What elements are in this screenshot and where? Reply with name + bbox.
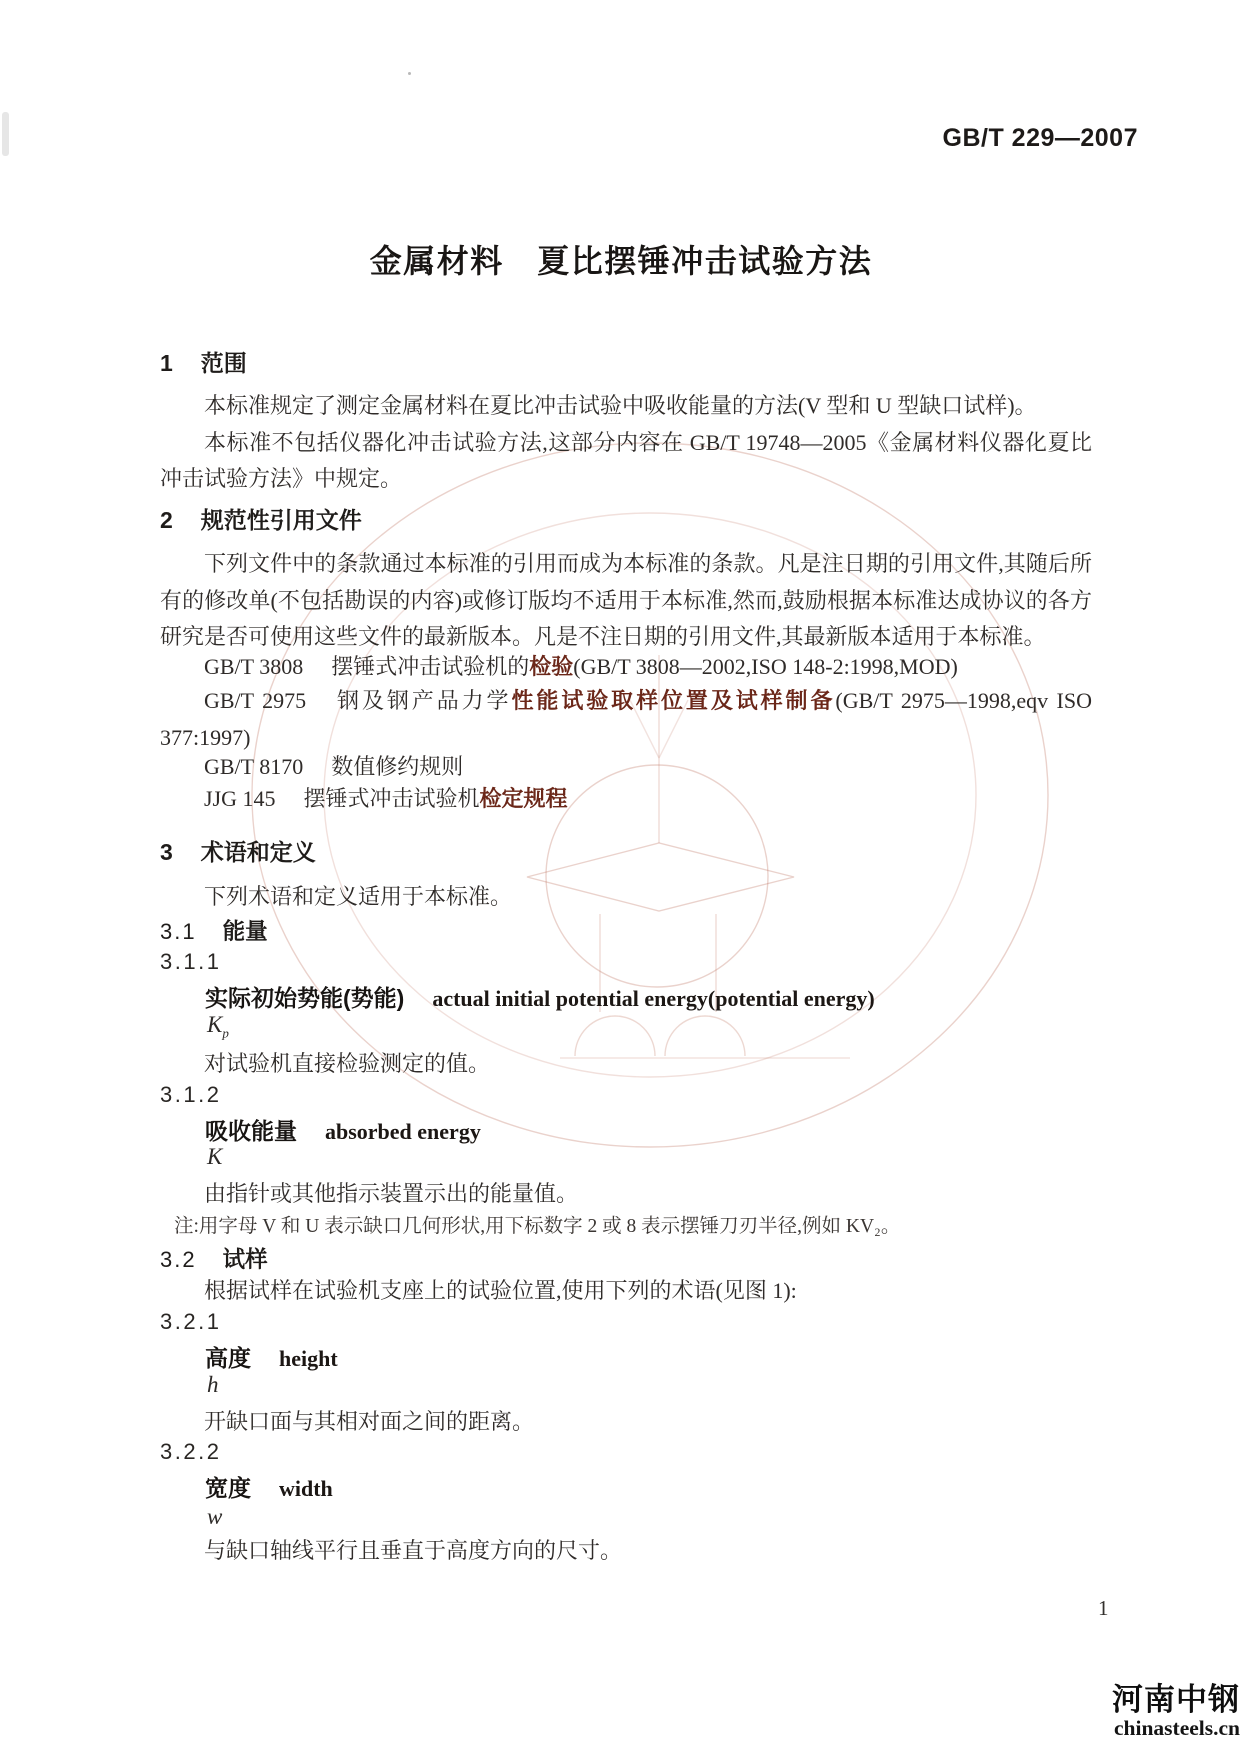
- term-zh: 实际初始势能(势能): [205, 985, 405, 1011]
- term-zh: 高度: [205, 1345, 251, 1371]
- section-3-1-heading: [160, 914, 1092, 946]
- section-3-label: 术语和定义: [200, 839, 316, 865]
- section-3-2-number: 3.2: [160, 1247, 197, 1272]
- reference-title: 摆锤式冲击试验机: [303, 786, 480, 811]
- reference-tail: (GB/T 3808—2002,ISO 148-2:1998,MOD): [573, 654, 958, 679]
- document-title: 金属材料 夏比摆锤冲击试验方法: [369, 243, 873, 279]
- reference-title: 摆锤式冲击试验机的: [331, 654, 530, 679]
- section-3-1-number: 3.1: [160, 919, 197, 944]
- symbol-base: K: [207, 1144, 223, 1169]
- term-definition: 与缺口轴线平行且垂直于高度方向的尺寸。: [204, 1538, 623, 1563]
- reference-title: 数值修约规则: [331, 754, 464, 779]
- reference-item: [160, 683, 1092, 756]
- site-watermark-zh: 河南中钢: [1112, 1682, 1240, 1717]
- reference-tail: (GB/T 2975—1998,eqv ISO 377:1997): [160, 688, 1092, 750]
- term-line: [160, 980, 1092, 1013]
- term-definition: 对试验机直接检验测定的值。: [204, 1051, 491, 1076]
- term-symbol: [160, 1144, 1092, 1174]
- clause-number: 3.1.1: [160, 949, 222, 974]
- scope-paragraph-1: 本标准规定了测定金属材料在夏比冲击试验中吸收能量的方法(V 型和 U 型缺口试样)。: [204, 393, 1037, 418]
- reference-code: JJG 145: [204, 786, 276, 811]
- term-symbol: [160, 1372, 1092, 1402]
- section-3-2-label: 试样: [222, 1247, 268, 1272]
- site-watermark: [1030, 1684, 1240, 1739]
- reference-item: [160, 781, 1092, 818]
- section-1-number: 1: [160, 350, 175, 376]
- symbol-base: h: [207, 1372, 219, 1397]
- reference-code: GB/T 2975: [204, 688, 307, 713]
- clause-number: 3.1.2: [160, 1082, 222, 1107]
- section-2-number: 2: [160, 507, 175, 533]
- reference-item: [160, 649, 1092, 686]
- reference-code: GB/T 3808: [204, 654, 304, 679]
- term-line: [160, 1113, 1092, 1146]
- reference-title-em: 检定规程: [479, 786, 568, 811]
- normative-refs-intro: 下列文件中的条款通过本标准的引用而成为本标准的条款。凡是注日期的引用文件,其随后所有的修改单(不包括勘误的内容)或修订版均不适用于本标准,然而,鼓励根据本标准达成协议的各方研究是否可使用这些文件的最新版本。凡是不注日期的引用文件,其最新版本适用于本标准。: [160, 551, 1092, 649]
- term-note: 注:用字母 V 和 U 表示缺口几何形状,用下标数字 2 或 8 表示摆锤刀刃半径,例如 KV₂。: [174, 1216, 901, 1237]
- term-en: actual initial potential energy(potential energy): [432, 986, 875, 1011]
- section-1-heading: [160, 345, 1092, 378]
- term-definition: 由指针或其他指示装置示出的能量值。: [204, 1181, 579, 1206]
- terms-intro: 下列术语和定义适用于本标准。: [204, 884, 513, 909]
- term-zh: 吸收能量: [205, 1118, 297, 1144]
- term-en: height: [279, 1346, 338, 1371]
- section-3-2-heading: [160, 1242, 1092, 1274]
- scan-artifact-dot: [408, 72, 411, 75]
- section-1-label: 范围: [200, 350, 247, 376]
- reference-code: GB/T 8170: [204, 754, 304, 779]
- symbol-sub: p: [222, 1025, 229, 1041]
- reference-title: 钢及钢产品力学: [334, 688, 512, 713]
- clause-number: 3.2.1: [160, 1309, 222, 1334]
- clause-number: 3.2.2: [160, 1439, 222, 1464]
- term-line: [160, 1470, 1092, 1503]
- term-en: width: [279, 1476, 333, 1501]
- term-line: [160, 1340, 1092, 1373]
- scan-artifact-smudge: [2, 112, 9, 156]
- page-number: 1: [1098, 1596, 1109, 1620]
- term-en: absorbed energy: [325, 1119, 481, 1144]
- section-1-body: [160, 388, 1092, 498]
- site-watermark-en: chinasteels.cn: [1113, 1715, 1240, 1740]
- term-symbol: [160, 1504, 1092, 1534]
- specimen-intro: 根据试样在试验机支座上的试验位置,使用下列的术语(见图 1):: [204, 1278, 797, 1303]
- standard-code: GB/T 229—2007: [942, 124, 1138, 152]
- symbol-base: w: [207, 1504, 223, 1529]
- term-definition: 开缺口面与其相对面之间的距离。: [204, 1409, 535, 1434]
- term-zh: 宽度: [205, 1475, 251, 1501]
- section-3-1-label: 能量: [222, 919, 268, 944]
- reference-title-em: 性能试验取样位置及试样制备: [511, 688, 836, 713]
- section-2-label: 规范性引用文件: [200, 507, 362, 533]
- section-3-heading: [160, 834, 1092, 867]
- symbol-base: K: [207, 1012, 223, 1037]
- reference-title-em: 检验: [529, 654, 574, 679]
- term-symbol: [160, 1012, 1092, 1042]
- scope-paragraph-2: 本标准不包括仪器化冲击试验方法,这部分内容在 GB/T 19748—2005《金属材料仪器化夏比冲击试验方法》中规定。: [160, 429, 1092, 491]
- section-3-number: 3: [160, 839, 175, 865]
- section-2-heading: [160, 502, 1092, 535]
